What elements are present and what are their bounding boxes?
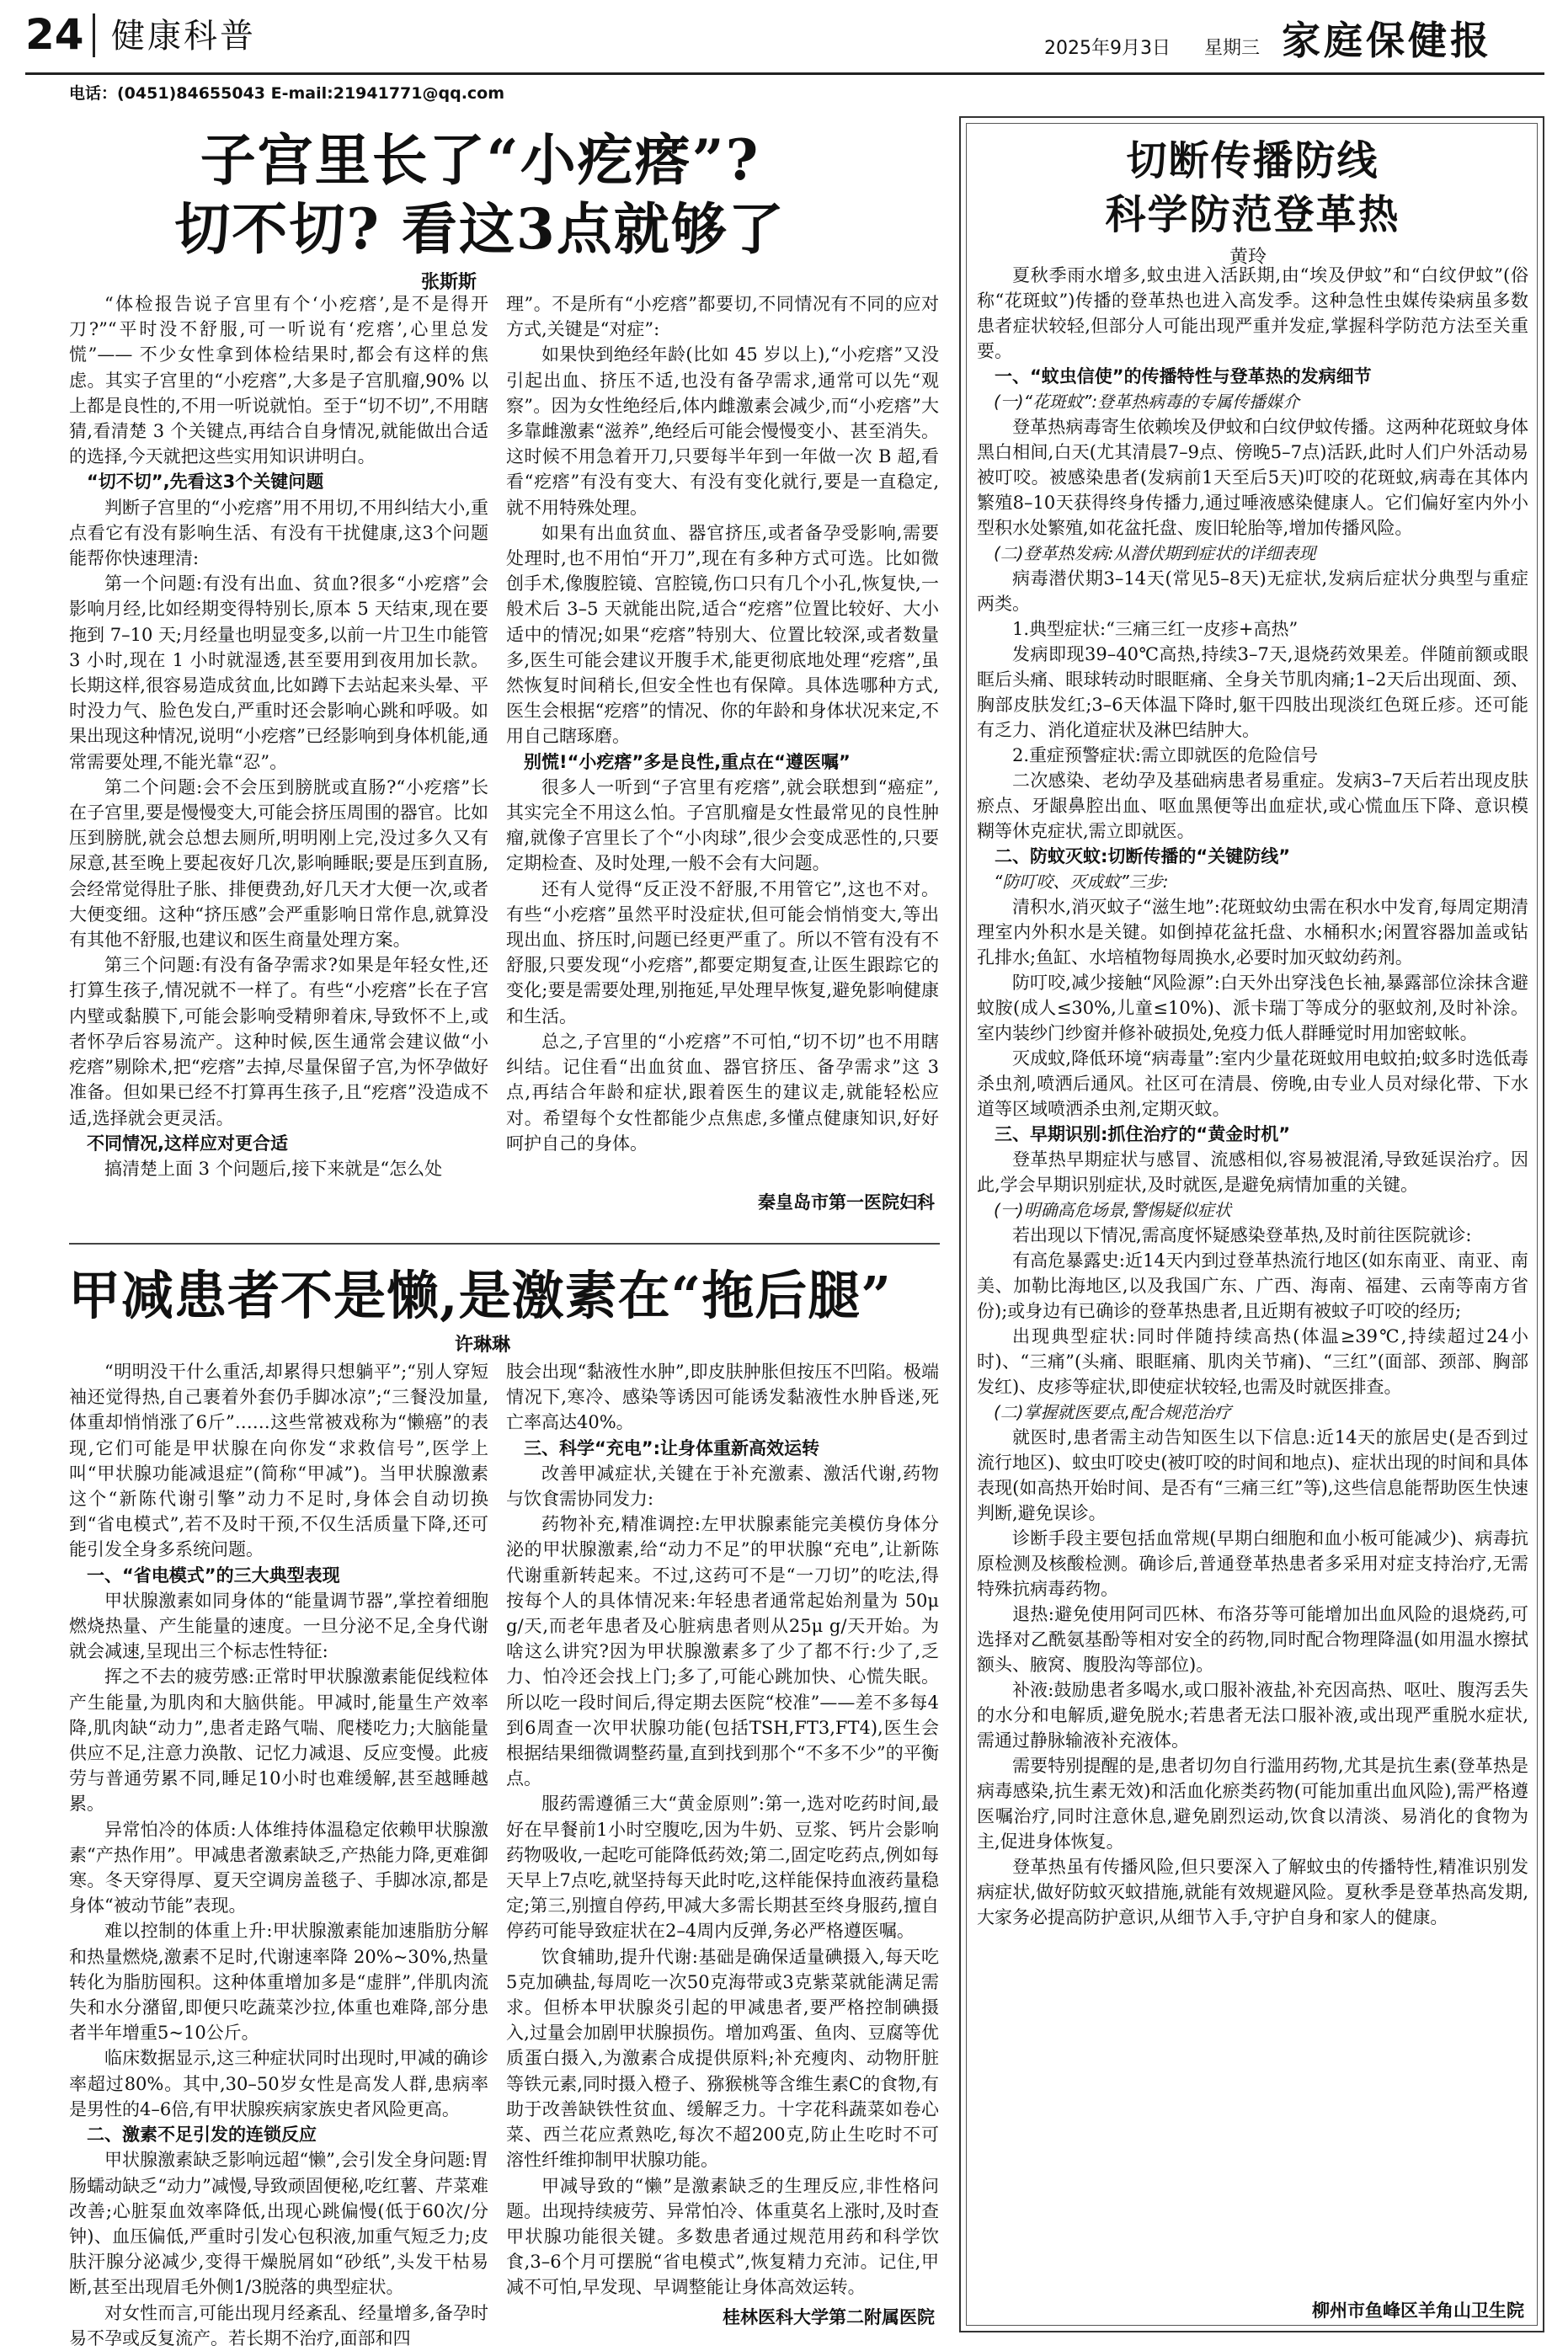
section-heading: 三、科学“充电”:让身体重新高效运转 — [524, 1437, 820, 1458]
issue-date: 2025年9月3日 — [1044, 38, 1171, 59]
article3-author: 黄玲 — [1229, 247, 1267, 268]
paragraph: 饮食辅助,提升代谢:基础是确保适量碘摄入,每天吃5克加碘盐,每周吃一次50克海带或3克紫菜就能满足需求。但桥本甲状腺炎引起的甲减患者,要严格控制碘摄入,过量会加剧甲状腺损伤。增加鸡蛋、鱼肉、豆腐等优质蛋白摄入,为激素合成提供原料;补充瘦肉、动物肝脏等铁元素,同时摄入橙子、猕猴桃等含维生素C的食物,有助于改善缺铁性贫血、缓解乏力。十字花科蔬菜如卷心菜、西兰花应煮熟吃,每次不超200克,防止生吃时不可溶性纤维抑制甲状腺功能。 — [506, 1946, 939, 2171]
page-header — [0, 0, 1568, 103]
paragraph: 登革热病毒寄生依赖埃及伊蚊和白纹伊蚊传播。这两种花斑蚊身体黑白相间,白天(尤其清晨7–9点、傍晚5–7点)活跃,此时人们户外活动易被叮咬。被感染患者(发病前1天至后5天)叮咬的花斑蚊,病毒在其体内繁殖8–10天获得终身传播力,通过唾液感染健康人。它们偏好室内外小型积水处繁殖,如花盆托盘、废旧轮胎等,增加传播风险。 — [977, 417, 1528, 538]
paragraph: 判断子宫里的“小疙瘩”用不用切,不用纠结大小,重点看它有没有影响生活、有没有干扰健康,这3个问题能帮你快速理清: — [69, 497, 488, 569]
paragraph: 二次感染、老幼孕及基础病患者易重症。发病3–7天后若出现皮肤瘀点、牙龈鼻腔出血、呕血黑便等出血症状,或心慌血压下降、意识模糊等休克症状,需立即就医。 — [977, 770, 1528, 841]
article2-column1 — [69, 1359, 488, 2348]
paper-name: 家庭保健报 — [1282, 18, 1492, 63]
paragraph: 有高危暴露史:近14天内到过登革热流行地区(如东南亚、南亚、南美、加勒比海地区,以及我国广东、广西、海南、福建、云南等南方省份);或身边有已确诊的登革热患者,且近期有被蚊子叮咬的经历; — [977, 1250, 1528, 1321]
paragraph: 2.重症预警症状:需立即就医的危险信号 — [1012, 745, 1319, 765]
paragraph: 登革热早期症状与感冒、流感相似,容易被混淆,导致延误治疗。因此,学会早期识别症状,及时就医,是避免病情加重的关键。 — [977, 1149, 1528, 1195]
paragraph: 异常怕冷的体质:人体维持体温稳定依赖甲状腺激素“产热作用”。甲减患者激素缺乏,产热能力降,更难御寒。冬天穿得厚、夏天空调房盖毯子、手脚冰凉,都是身体“被动节能”表现。 — [69, 1819, 488, 1917]
article2-source: 桂林医科大学第二附属医院 — [723, 2307, 935, 2327]
paragraph: 还有人觉得“反正没不舒服,不用管它”,这也不对。有些“小疙瘩”虽然平时没症状,但可能会悄悄变大,等出现出血、挤压时,问题已经更严重了。所以不管有没有不舒服,只要发现“小疙瘩”,都要定期复查,让医生跟踪它的变化;要是需要处理,别拖延,早处理早恢复,避免影响健康和生活。 — [506, 878, 939, 1026]
header-divider — [93, 13, 95, 57]
paragraph: 如果快到绝经年龄(比如 45 岁以上),“小疙瘩”又没引起出血、挤压不适,也没有备孕需求,通常可以先“观察”。因为女性绝经后,体内雌激素会减少,而“小疙瘩”大多靠雌激素“滋养”,绝经后可能会慢慢变小、甚至消失。这时候不用急着开刀,只要每半年到一年做一次 B 超,看看“疙瘩”有没有变大、有没有变化就行,要是一直稳定,就不用特殊处理。 — [506, 344, 939, 518]
paragraph: 甲减导致的“懒”是激素缺乏的生理反应,非性格问题。出现持续疲劳、异常怕冷、体重莫名上涨时,及时查甲状腺功能很关键。多数患者通过规范用药和科学饮食,3–6个月可摆脱“省电模式”,恢复精力充沛。记住,甲减不可怕,早发现、早调整能让身体高效运转。 — [506, 2175, 939, 2298]
paragraph: 临床数据显示,这三种症状同时出现时,甲减的确诊率超过80%。其中,30–50岁女性是高发人群,患病率是男性的4–6倍,有甲状腺疾病家族史者风险更高。 — [69, 2048, 488, 2119]
article3-title-line2: 科学防范登革热 — [1105, 191, 1400, 238]
paragraph: 退热:避免使用阿司匹林、布洛芬等可能增加出血风险的退烧药,可选择对乙酰氨基酚等相对安全的药物,同时配合物理降温(如用温水擦拭额头、腋窝、腹股沟等部位)。 — [977, 1604, 1528, 1675]
section-heading: 三、早期识别:抓住治疗的“黄金时机” — [995, 1124, 1291, 1144]
paragraph: 补液:鼓励患者多喝水,或口服补液盐,补充因高热、呕吐、腹泻丢失的水分和电解质,避免脱水;若患者无法口服补液,或出现严重脱水症状,需通过静脉输液补充液体。 — [977, 1680, 1528, 1751]
paragraph: 甲状腺激素如同身体的“能量调节器”,掌控着细胞燃烧热量、产生能量的速度。一旦分泌不足,全身代谢就会减速,呈现出三个标志性特征: — [69, 1590, 488, 1662]
article3-title-line1: 切断传播防线 — [1126, 137, 1379, 184]
subsection-heading: (一)“花斑蚊”:登革热病毒的专属传播媒介 — [994, 392, 1300, 412]
paragraph: 服药需遵循三大“黄金原则”:第一,选对吃药时间,最好在早餐前1小时空腹吃,因为牛奶、豆浆、钙片会影响药物吸收,一起吃可能降低药效;第二,固定吃药点,例如每天早上7点吃,就坚持每天此时吃,这样能保持血液药量稳定;第三,别擅自停药,甲减大多需长期甚至终身服药,擅自停药可能导致症状在2–4周内反弹,务必严格遵医嘱。 — [506, 1794, 939, 1942]
subsection-heading: (二)掌握就医要点,配合规范治疗 — [994, 1402, 1231, 1422]
paragraph: 夏秋季雨水增多,蚊虫进入活跃期,由“埃及伊蚊”和“白纹伊蚊”(俗称“花斑蚊”)传播的登革热也进入高发季。这种急性虫媒传染病虽多数患者症状较轻,但部分人可能出现严重并发症,掌握科学防范方法至关重要。 — [977, 265, 1528, 361]
paragraph: 改善甲减症状,关键在于补充激素、激活代谢,药物与饮食需协同发力: — [506, 1463, 939, 1510]
header-rule — [25, 72, 1544, 75]
section-heading: 不同情况,这样应对更合适 — [87, 1133, 288, 1154]
section-heading: 一、“蚊虫信使”的传播特性与登革热的发病细节 — [995, 366, 1372, 387]
section-heading: 一、“省电模式”的三大典型表现 — [87, 1565, 340, 1586]
paragraph: 总之,子宫里的“小疙瘩”不可怕,“切不切”也不用瞎纠结。记住看“出血贫血、器官挤压、备孕需求”这 3 点,再结合年龄和症状,跟着医生的建议走,就能轻松应对。希望每个女性都能少点焦虑,多懂点健康知识,好好呵护自己的身体。 — [506, 1031, 939, 1154]
paragraph: 如果有出血贫血、器官挤压,或者备孕受影响,需要处理时,也不用怕“开刀”,现在有多种方式可选。比如微创手术,像腹腔镜、宫腔镜,伤口只有几个小孔,恢复快,一般术后 3–5 天就能出院,适合“疙瘩”位置比较好、大小适中的情况;如果“疙瘩”特别大、位置比较深,或者数量多,医生可能会建议开腹手术,能更彻底地处理“疙瘩”,虽然恢复时间稍长,但安全性也有保障。具体选哪种方式,医生会根据“疙瘩”的情况、你的年龄和身体状况来定,不用自己瞎琢磨。 — [506, 522, 939, 747]
paragraph: 药物补充,精准调控:左甲状腺素能完美模仿身体分泌的甲状腺激素,给“动力不足”的甲状腺“充电”,让新陈代谢重新转起来。不过,这药可不是“一刀切”的吃法,得按每个人的具体情况来:年轻患者通常起始剂量为 50μ g/天,而老年患者及心脏病患者则从25μ g/天开始。为啥这么讲究?因为甲状腺激素多了少了都不行:少了,乏力、怕冷还会找上门;多了,可能心跳加快、心慌失眠。所以吃一段时间后,得定期去医院“校准”——差不多每4到6周查一次甲状腺功能(包括TSH,FT3,FT4),医生会根据结果细微调整药量,直到找到那个“不多不少”的平衡点。 — [506, 1514, 939, 1789]
contact-line: 电话：(0451)84655043 E-mail:21941771@qq.com — [69, 84, 505, 103]
section-heading: “切不切”,先看这3个关键问题 — [87, 472, 324, 493]
paragraph: 若出现以下情况,需高度怀疑感染登革热,及时前往医院就诊: — [1012, 1225, 1472, 1245]
paragraph: 病毒潜伏期3–14天(常见5–8天)无症状,发病后症状分典型与重症两类。 — [977, 568, 1528, 614]
paragraph: “明明没干什么重活,却累得只想躺平”;“别人穿短袖还觉得热,自己裹着外套仍手脚冰凉”;“三餐没加量,体重却悄悄涨了6斤”……这些常被戏称为“懒癌”的表现,它们可能是甲状腺在向你发“求救信号”,医学上叫“甲状腺功能减退症”(简称“甲减”)。当甲状腺激素这个“新陈代谢引擎”动力不足时,身体会自动切换到“省电模式”,若不及时干预,不仅生活质量下降,还可能引发全身多系统问题。 — [69, 1362, 488, 1560]
paragraph: 很多人一听到“子宫里有疙瘩”,就会联想到“癌症”,其实完全不用这么怕。子宫肌瘤是女性最常见的良性肿瘤,就像子宫里长了个“小肉球”,很少会变成恶性的,只要定期检查、及时处理,一般不会有大问题。 — [506, 776, 939, 874]
paragraph: “体检报告说子宫里有个‘小疙瘩’,是不是得开刀?”“平时没不舒服,可一听说有‘疙瘩’,心里总发慌”—— 不少女性拿到体检结果时,都会有这样的焦虑。其实子宫里的“小疙瘩”,大多是子宫肌瘤,90% 以上都是良性的,不用一听说就怕。至于“切不切”,不用瞎猜,看清楚 3 个关键点,再结合自身情况,就能做出合适的选择,今天就把这些实用知识讲明白。 — [69, 294, 488, 467]
paragraph: 第一个问题:有没有出血、贫血?很多“小疙瘩”会影响月经,比如经期变得特别长,原本 5 天结束,现在要拖到 7–10 天;月经量也明显变多,以前一片卫生巾能管 3 小时,现在 1 小时就湿透,甚至要用到夜用加长款。长期这样,很容易造成贫血,比如蹲下去站起来头晕、平时没力气、脸色发白,严重时还会影响心跳和呼吸。如果出现这种情况,说明“小疙瘩”已经影响到身体机能,通常需要处理,不能光靠“忍”。 — [69, 573, 488, 772]
section-name: 健康科普 — [111, 17, 256, 56]
subsection-heading: (二)登革热发病:从潜伏期到症状的详细表现 — [994, 543, 1316, 563]
paragraph: 清积水,消灭蚊子“滋生地”:花斑蚊幼虫需在积水中发育,每周定期清理室内外积水是关键。如倒掉花盆托盘、水桶积水;闲置容器加盖或钻孔排水;鱼缸、水培植物每周换水,必要时加灭蚊幼药剂。 — [977, 897, 1528, 968]
article2-author: 许琳琳 — [455, 1335, 511, 1356]
paragraph: 难以控制的体重上升:甲状腺激素能加速脂肪分解和热量燃烧,激素不足时,代谢速率降 20%~30%,热量转化为脂肪囤积。这种体重增加多是“虚胖”,伴肌肉流失和水分潴留,即便只吃蔬菜沙拉,体重也难降,部分患者半年增重5~10公斤。 — [69, 1921, 488, 2044]
article2-column2 — [506, 1359, 939, 2298]
paragraph: 就医时,患者需主动告知医生以下信息:近14天的旅居史(是否到过流行地区)、蚊虫叮咬史(被叮咬的时间和地点)、症状出现的时间和具体表现(如高热开始时间、是否有“三痛三红”等),这些信息能帮助医生快速判断,避免误诊。 — [977, 1427, 1528, 1523]
article1-title-line2: 切不切? 看这3点就够了 — [174, 196, 786, 262]
paragraph: 肢会出现“黏液性水肿”,即皮肤肿胀但按压不凹陷。极端情况下,寒冷、感染等诱因可能诱发黏液性水肿昏迷,死亡率高达40%。 — [506, 1362, 939, 1433]
paragraph: 1.典型症状:“三痛三红一皮疹+高热” — [1012, 619, 1299, 639]
article1-author: 张斯斯 — [421, 272, 477, 293]
paragraph: 搞清楚上面 3 个问题后,接下来就是“怎么处 — [104, 1158, 443, 1179]
article1-source: 秦皇岛市第一医院妇科 — [758, 1192, 935, 1213]
paragraph: 发病即现39–40℃高热,持续3–7天,退烧药效果差。伴随前额或眼眶后头痛、眼球转动时眼眶痛、全身关节肌肉痛;1–2天后出现面、颈、胸部皮肤发红;3–6天体温下降时,躯干四肢出现淡红色斑丘疹。还可能有乏力、消化道症状及淋巴结肿大。 — [977, 644, 1528, 740]
paragraph: 诊断手段主要包括血常规(早期白细胞和血小板可能减少)、病毒抗原检测及核酸检测。确诊后,普通登革热患者多采用对症支持治疗,无需特殊抗病毒药物。 — [977, 1528, 1528, 1599]
paragraph: 甲状腺激素缺乏影响远超“懒”,会引发全身问题:胃肠蠕动缺乏“动力”减慢,导致顽固便秘,吃红薯、芹菜难改善;心脏泵血效率降低,出现心跳偏慢(低于60次/分钟)、血压偏低,严重时引发心包积液,加重气短乏力;皮肤汗腺分泌减少,变得干燥脱屑如“砂纸”,头发干枯易断,甚至出现眉毛外侧1/3脱落的典型症状。 — [69, 2150, 488, 2298]
paragraph: 理”。不是所有“小疙瘩”都要切,不同情况有不同的应对方式,关键是“对症”: — [506, 294, 939, 340]
paragraph: 第三个问题:有没有备孕需求?如果是年轻女性,还打算生孩子,情况就不一样了。有些“小疙瘩”长在子宫内壁或黏膜下,可能会影响受精卵着床,导致怀不上,或者怀孕后容易流产。这种时候,医生通常会建议做“小疙瘩”剔除术,把“疙瘩”去掉,尽量保留子宫,为怀孕做好准备。但如果已经不打算再生孩子,且“疙瘩”没造成不适,选择就会更灵活。 — [69, 955, 488, 1128]
article2-top-rule — [69, 1243, 940, 1245]
article1-column1 — [69, 291, 488, 1241]
subsection-heading: “防叮咬、灭成蚊”三步: — [994, 872, 1169, 892]
article1-title-line1: 子宫里长了“小疙瘩”? — [200, 127, 760, 193]
article3-body — [977, 263, 1528, 2300]
article3-source: 柳州市鱼峰区羊角山卫生院 — [1312, 2300, 1524, 2321]
section-heading: 二、激素不足引发的连锁反应 — [87, 2124, 317, 2146]
paragraph: 登革热虽有传播风险,但只要深入了解蚊虫的传播特性,精准识别发病症状,做好防蚊灭蚊措施,就能有效规避风险。夏秋季是登革热高发期,大家务必提高防护意识,从细节入手,守护自身和家人的健康。 — [977, 1857, 1528, 1927]
paragraph: 防叮咬,减少接触“风险源”:白天外出穿浅色长袖,暴露部位涂抹含避蚊胺(成人≤30%,儿童≤10%)、派卡瑞丁等成分的驱蚊剂,及时补涂。室内装纱门纱窗并修补破损处,免疫力低人群睡觉时用加密蚊帐。 — [977, 973, 1528, 1043]
page-number: 24 — [25, 10, 84, 59]
paragraph: 第二个问题:会不会压到膀胱或直肠?“小疙瘩”长在子宫里,要是慢慢变大,可能会挤压周围的器官。比如压到膀胱,就会总想去厕所,明明刚上完,没过多久又有尿意,甚至晚上要起夜好几次,影响睡眠;要是压到直肠,会经常觉得肚子胀、排便费劲,好几天才大便一次,或者大便变细。这种“挤压感”会严重影响日常作息,就算没有其他不舒服,也建议和医生商量处理方案。 — [69, 776, 488, 951]
paragraph: 灭成蚊,降低环境“病毒量”:室内少量花斑蚊用电蚊拍;蚊多时选低毒杀虫剂,喷洒后通风。社区可在清晨、傍晚,由专业人员对绿化带、下水道等区域喷洒杀虫剂,定期灭蚊。 — [977, 1048, 1528, 1119]
paragraph: 出现典型症状:同时伴随持续高热(体温≥39℃,持续超过24小时)、“三痛”(头痛、眼眶痛、肌肉关节痛)、“三红”(面部、颈部、胸部发红)、皮疹等症状,即使症状较轻,也需及时就医排查。 — [977, 1326, 1528, 1397]
article1-column2 — [506, 291, 939, 1172]
paragraph: 需要特别提醒的是,患者切勿自行滥用药物,尤其是抗生素(登革热是病毒感染,抗生素无效)和活血化瘀类药物(可能加重出血风险),需严格遵医嘱治疗,同时注意休息,避免剧烈运动,饮食以清淡、易消化的食物为主,促进身体恢复。 — [977, 1756, 1528, 1852]
article2-title: 甲减患者不是懒,是激素在“拖后腿” — [68, 1265, 892, 1326]
section-heading: 二、防蚊灭蚊:切断传播的“关键防线” — [995, 846, 1291, 866]
paragraph: 挥之不去的疲劳感:正常时甲状腺激素能促线粒体产生能量,为肌肉和大脑供能。甲减时,能量生产效率降,肌肉缺“动力”,患者走路气喘、爬楼吃力;大脑能量供应不足,注意力涣散、记忆力减退、反应变慢。此疲劳与普通劳累不同,睡足10小时也难缓解,甚至越睡越累。 — [69, 1666, 488, 1815]
subsection-heading: (一)明确高危场景,警惕疑似症状 — [994, 1200, 1231, 1220]
paragraph: 对女性而言,可能出现月经紊乱、经量增多,备孕时易不孕或反复流产。若长期不治疗,面部和四 — [69, 2302, 488, 2348]
issue-weekday: 星期三 — [1204, 38, 1261, 59]
section-heading: 别慌!“小疙瘩”多是良性,重点在“遵医嘱” — [524, 751, 851, 772]
